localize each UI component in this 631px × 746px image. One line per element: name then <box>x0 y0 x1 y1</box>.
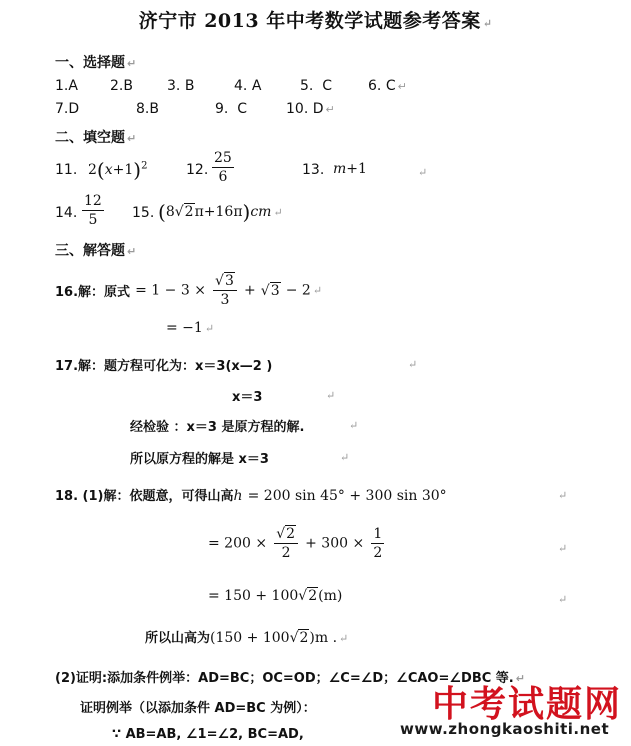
choice-answer-6: 6. C ↵ <box>368 78 407 94</box>
q17-solution-line2: x＝3 <box>232 390 263 405</box>
choice-answer-10: 10. D ↵ <box>286 101 335 117</box>
return-mark: ↵ <box>558 542 568 555</box>
fill-answer-12: $\frac{25}{6}$ <box>214 150 232 185</box>
return-mark: ↵ <box>349 419 359 432</box>
choice-answer-7: 7.D <box>55 101 80 117</box>
section-heading-fill: 二、填空题 ↵ <box>55 130 137 146</box>
fill-q14-label: 14. <box>55 205 78 221</box>
section-heading-solve: 三、解答题 ↵ <box>55 243 137 259</box>
choice-answer-1: 1.A <box>55 78 78 94</box>
watermark-brand-logo: 中考试题网 <box>432 684 623 725</box>
q17-solution-line4: 所以原方程的解是 x＝3 <box>130 452 269 467</box>
q18-part2-line3: ∵ AB=AB, ∠1=∠2, BC=AD, <box>112 727 304 742</box>
choice-answer-8: 8.B <box>136 101 159 117</box>
fill-answer-13: m+1 <box>333 161 367 177</box>
q18-part2-line1: (2)证明:添加条件例举：AD=BC；OC=OD；∠C=∠D；∠CAO=∠DBC 等. ↵ <box>55 671 525 686</box>
fill-q15-label: 15. <box>132 205 155 221</box>
q18-part2-line2: 证明例举（以添加条件 AD=BC 为例）： <box>80 701 316 716</box>
q18-solution-line2: = 200 × $\frac{√2}{2}$ + 300 × $\frac{1}{2}$ <box>208 526 383 561</box>
watermark-url: www.zhongkaoshiti.net <box>400 720 610 738</box>
fill-q11-label: 11. <box>55 162 78 178</box>
q17-solution-line3: 经检验 ：x＝3 是原方程的解. <box>130 420 305 435</box>
q18-solution-line4: 所以山高为(150 + 100√2)m . ↵ <box>145 630 349 646</box>
fill-answer-14: $\frac{12}{5}$ <box>84 193 102 228</box>
fill-answer-11: $2(x+1)^2$ <box>88 158 148 182</box>
q16-solution-line1: 16.解：原式 = 1 − 3 × $\frac{√3}{3}$ + √3 − 2 ↵ <box>55 273 323 308</box>
section-heading-choice: 一、选择题 ↵ <box>55 55 137 71</box>
choice-answer-3: 3. B <box>167 78 195 94</box>
q16-solution-line2: = −1 ↵ <box>166 320 215 336</box>
return-mark: ↵ <box>558 489 568 502</box>
q18-solution-line1: 18. (1)解：依题意，可得山高h = 200 sin 45° + 300 sin 30° <box>55 488 447 504</box>
choice-answer-5: 5. C <box>300 78 333 94</box>
return-mark: ↵ <box>340 451 350 464</box>
choice-answer-9: 9. C <box>215 101 248 117</box>
choice-answer-4: 4. A <box>234 78 262 94</box>
return-mark: ↵ <box>558 593 568 606</box>
fill-answer-15: (8√2π+16π)cm ↵ <box>158 200 283 224</box>
return-mark: ↵ <box>418 166 428 179</box>
choice-answer-2: 2.B <box>110 78 133 94</box>
fill-q12-label: 12. <box>186 162 209 178</box>
q17-solution-line1: 17.解：题方程可化为：x＝3(x—2 ) <box>55 359 273 374</box>
document-title: 济宁市 2013 年中考数学试题参考答案 ↵ <box>138 10 493 32</box>
q18-solution-line3: = 150 + 100√2(m) <box>208 588 343 604</box>
fill-q13-label: 13. <box>302 162 325 178</box>
return-mark: ↵ <box>326 389 336 402</box>
return-mark: ↵ <box>408 358 418 371</box>
